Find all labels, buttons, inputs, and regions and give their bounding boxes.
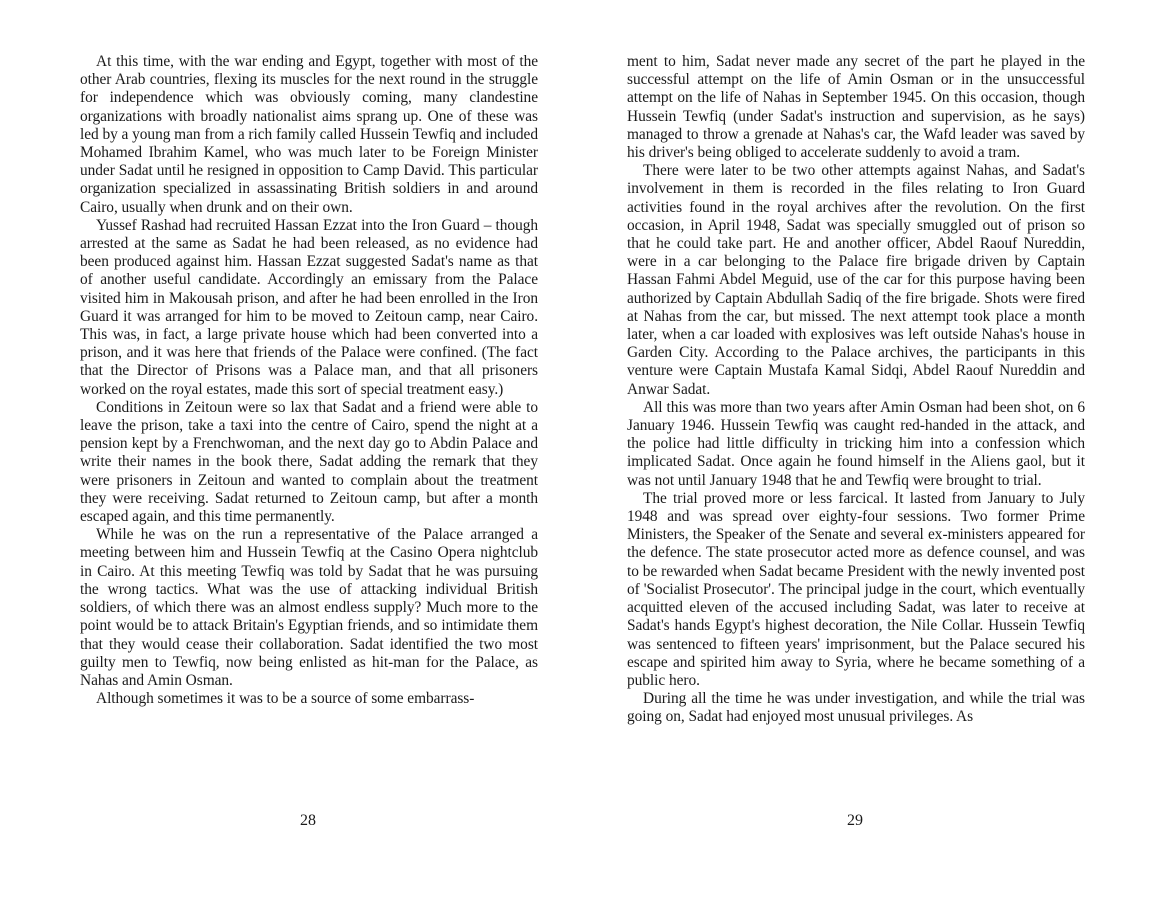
paragraph: All this was more than two years after Amin Osman had been shot, on 6 January 1946. Hussein Tewfiq was caught red-handed in the attack, and the police had little difficulty in tricking him into a confession which implicated Sadat. Once again he found himself in the Aliens gaol, but it was not until January 1948 that he and Tewfiq were brought to trial. [627, 398, 1085, 489]
right-page [575, 0, 1150, 908]
paragraph: Conditions in Zeitoun were so lax that Sadat and a friend were able to leave the prison, take a taxi into the centre of Cairo, spend the night at a pension kept by a Frenchwoman, and the next day go to Abdin Palace and write their names in the book there, Sadat adding the remark that they were prisoners in Zeitoun and wanted to complain about the treatment they were receiving. Sadat returned to Zeitoun camp, but after a month escaped again, and this time permanently. [80, 398, 538, 526]
paragraph: Yussef Rashad had recruited Hassan Ezzat into the Iron Guard – though arrested at the same as Sadat he had been released, as no evidence had been produced against him. Hassan Ezzat suggested Sadat's name as that of another useful candidate. Accordingly an emissary from the Palace visited him in Makousah prison, and after he had been enrolled in the Iron Guard it was arranged for him to be moved to Zeitoun camp, near Cairo. This was, in fact, a large private house which had been converted into a prison, and it was here that friends of the Palace were confined. (The fact that the Director of Prisons was a Palace man, and that all prisoners worked on the royal estates, made this sort of special treatment easy.) [80, 216, 538, 398]
paragraph: At this time, with the war ending and Egypt, together with most of the other Arab countries, flexing its muscles for the next round in the struggle for independence which was obviously coming, many clandestine organizations with broadly nationalist aims sprang up. One of these was led by a young man from a rich family called Hussein Tewfiq and included Mohamed Ibrahim Kamel, who was much later to be Foreign Minister under Sadat until he resigned in opposition to Camp David. This particular organization specialized in assassinating British soldiers in and around Cairo, usually when drunk and on their own. [80, 53, 538, 216]
paragraph: During all the time he was under investigation, and while the trial was going on, Sadat had enjoyed most unusual privileges. As [627, 690, 1085, 726]
page-number: 29 [847, 812, 863, 829]
paragraph: The trial proved more or less farcical. It lasted from January to July 1948 and was spread over eighty-four sessions. Two former Prime Ministers, the Speaker of the Senate and several ex-ministers appeared for the defence. The state prosecutor acted more as defence counsel, and was to be rewarded when Sadat became President with the newly invented post of 'Socialist Prosecutor'. The principal judge in the court, which eventually acquitted eleven of the accused including Sadat, was later to receive at Sadat's hands Egypt's highest decoration, the Nile Collar. Hussein Tewfiq was sentenced to fifteen years' imprisonment, but the Palace secured his escape and spirited him away to Syria, where he became something of a public hero. [627, 489, 1085, 689]
paragraph-continued: ment to him, Sadat never made any secret of the part he played in the successful attempt on the life of Amin Osman or in the unsuccessful attempt on the life of Nahas in September 1945. On this occasion, though Hussein Tewfiq (under Sadat's instruction and supervision, as he says) managed to throw a grenade at Nahas's car, the Wafd leader was saved by his driver's being obliged to accelerate suddenly to avoid a tram. [627, 53, 1085, 162]
right-page-text [627, 53, 1085, 727]
paragraph: While he was on the run a representative of the Palace arranged a meeting between him and Hussein Tewfiq at the Casino Opera nightclub in Cairo. At this meeting Tewfiq was told by Sadat that he was pursuing the wrong tactics. What was the use of attacking individual British soldiers, of which there was an almost endless supply? Much more to the point would be to attack Britain's Egyptian friends, and so intimidate them that they would cease their collaboration. Sadat identified the two most guilty men to Tewfiq, now being enlisted as hit-man for the Palace, as Nahas and Amin Osman. [80, 526, 538, 689]
page-number: 28 [300, 812, 316, 829]
paragraph: Although sometimes it was to be a source of some embarrass- [96, 690, 475, 708]
left-page-text [80, 53, 538, 708]
paragraph: There were later to be two other attempts against Nahas, and Sadat's involvement in them is recorded in the files relating to Iron Guard activities found in the royal archives after the revolution. On the first occasion, in April 1948, Sadat was specially smuggled out of prison so that he could take part. He and another officer, Abdel Raouf Nureddin, were in a car belonging to the Palace fire brigade driven by Captain Hassan Fahmi Abdel Meguid, use of the car for this purpose having been authorized by Captain Abdullah Sadiq of the fire brigade. Shots were fired at Nahas from the car, but missed. The next attempt took place a month later, when a car loaded with explosives was left outside Nahas's house in Garden City. According to the Palace archives, the participants in this venture were Captain Mustafa Kamal Sidqi, Abdel Raouf Nureddin and Anwar Sadat. [627, 162, 1085, 398]
